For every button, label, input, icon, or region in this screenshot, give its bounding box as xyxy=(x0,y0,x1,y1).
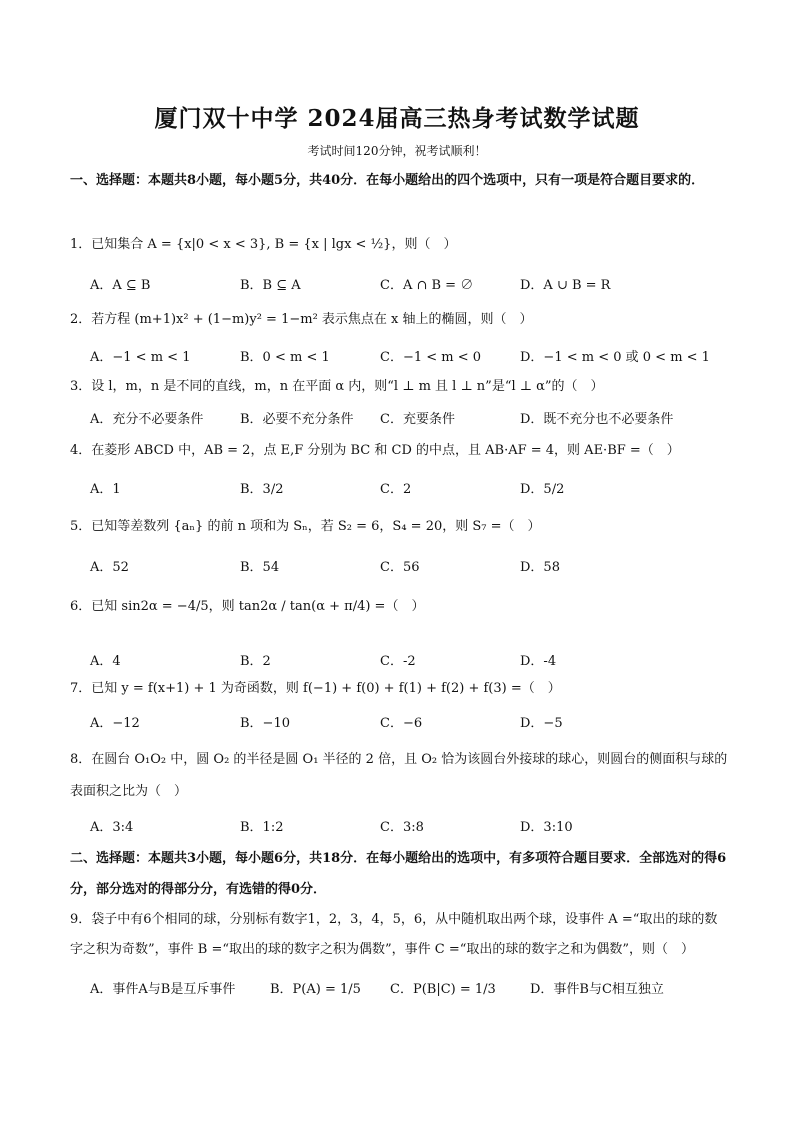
question-6-options xyxy=(90,650,730,674)
question-8-option-a: A．3:4 xyxy=(90,820,134,835)
question-3-option-c: C．充要条件 xyxy=(380,412,455,427)
question-3-stem: 3．设 l，m，n 是不同的直线，m，n 在平面 α 内，则“l ⊥ m 且 l ⊥ n”是“l ⊥ α”的（ ） xyxy=(70,379,604,394)
question-8-stem: 8．在圆台 O₁O₂ 中，圆 O₂ 的半径是圆 O₁ 半径的 2 倍，且 O₂ 恰为该圆台外接球的球心，则圆台的侧面积与球的表面积之比为（ ） xyxy=(70,752,728,799)
question-9-option-c: C．P(B|C) = 1/3 xyxy=(390,982,496,997)
question-7-option-b: B．−10 xyxy=(240,716,290,731)
question-9-option-a: A．事件A与B是互斥事件 xyxy=(90,982,236,997)
page-subtitle: 考试时间120分钟，祝考试顺利！ xyxy=(307,144,487,158)
question-7-option-c: C．−6 xyxy=(380,716,423,731)
question-3-options xyxy=(90,408,730,432)
page-title: 厦门双十中学 2024届高三热身考试数学试题 xyxy=(154,105,640,132)
question-5-stem: 5．已知等差数列 {aₙ} 的前 n 项和为 Sₙ，若 S₂ = 6，S₄ = 20，则 S₇ =（ ） xyxy=(70,519,541,534)
question-1-option-b: B．B ⊆ A xyxy=(240,278,301,293)
question-4-option-a: A．1 xyxy=(90,482,121,497)
question-1-option-c: C．A ∩ B = ∅ xyxy=(380,278,474,293)
question-5-option-c: C．56 xyxy=(380,560,420,575)
question-4-option-c: C．2 xyxy=(380,482,412,497)
question-4-options xyxy=(90,478,730,502)
question-5-options xyxy=(90,556,730,580)
question-8-option-b: B．1:2 xyxy=(240,820,284,835)
question-6-option-d: D．-4 xyxy=(520,654,557,669)
question-2-option-b: B．0 < m < 1 xyxy=(240,350,330,365)
question-9-option-d: D．事件B与C相互独立 xyxy=(530,982,664,997)
question-6-stem: 6．已知 sin2α = −4/5，则 tan2α / tan(α + π/4) =（ ） xyxy=(70,599,425,614)
question-3-option-d: D．既不充分也不必要条件 xyxy=(520,412,674,427)
question-2-options xyxy=(90,346,730,370)
question-2-stem: 2．若方程 (m+1)x² + (1−m)y² = 1−m² 表示焦点在 x 轴上的椭圆，则（ ） xyxy=(70,312,533,327)
question-9-option-b: B．P(A) = 1/5 xyxy=(270,982,361,997)
question-9-stem: 9．袋子中有6个相同的球，分别标有数字1，2，3，4，5，6，从中随机取出两个球，设事件 A =“取出的球的数字之积为奇数”，事件 B =“取出的球的数字之积为偶数”，事件 C =“取出的球的数字之和为偶数”，则（ ） xyxy=(70,912,718,957)
question-4-stem: 4．在菱形 ABCD 中，AB = 2，点 E,F 分别为 BC 和 CD 的中点，且 AB·AF = 4，则 AE·BF =（ ） xyxy=(70,443,680,458)
section-heading-2: 二、选择题：本题共3小题，每小题6分，共18分．在每小题给出的选项中，有多项符合题目要求．全部选对的得6分，部分选对的得部分分，有选错的得0分． xyxy=(70,851,727,897)
question-6-option-a: A．4 xyxy=(90,654,121,669)
question-1-options xyxy=(90,274,730,298)
question-3-option-b: B．必要不充分条件 xyxy=(240,412,354,427)
question-5-option-d: D．58 xyxy=(520,560,560,575)
question-7-option-a: A．−12 xyxy=(90,716,140,731)
question-1-option-d: D．A ∪ B = R xyxy=(520,278,611,293)
question-7-stem: 7．已知 y = f(x+1) + 1 为奇函数，则 f(−1) + f(0) + f(1) + f(2) + f(3) =（ ） xyxy=(70,681,561,696)
question-8-options xyxy=(90,816,730,840)
question-7-option-d: D．−5 xyxy=(520,716,563,731)
question-9-options xyxy=(90,978,730,1002)
question-3-option-a: A．充分不必要条件 xyxy=(90,412,204,427)
question-8-option-d: D．3:10 xyxy=(520,820,573,835)
question-5-option-b: B．54 xyxy=(240,560,280,575)
question-4-option-b: B．3/2 xyxy=(240,482,284,497)
question-6-option-c: C．-2 xyxy=(380,654,416,669)
question-4-option-d: D．5/2 xyxy=(520,482,565,497)
question-8-option-c: C．3:8 xyxy=(380,820,424,835)
question-1-option-a: A．A ⊆ B xyxy=(90,278,151,293)
question-1-stem: 1．已知集合 A = {x|0 < x < 3}, B = {x | lgx < ½}，则（ ） xyxy=(70,237,457,252)
section-heading-1: 一、选择题：本题共8小题，每小题5分，共40分．在每小题给出的四个选项中，只有一项是符合题目要求的． xyxy=(70,173,705,188)
question-6-option-b: B．2 xyxy=(240,654,271,669)
question-2-option-a: A．−1 < m < 1 xyxy=(90,350,191,365)
question-7-options xyxy=(90,712,730,736)
question-5-option-a: A．52 xyxy=(90,560,129,575)
question-2-option-d: D．−1 < m < 0 或 0 < m < 1 xyxy=(520,350,710,365)
question-2-option-c: C．−1 < m < 0 xyxy=(380,350,482,365)
